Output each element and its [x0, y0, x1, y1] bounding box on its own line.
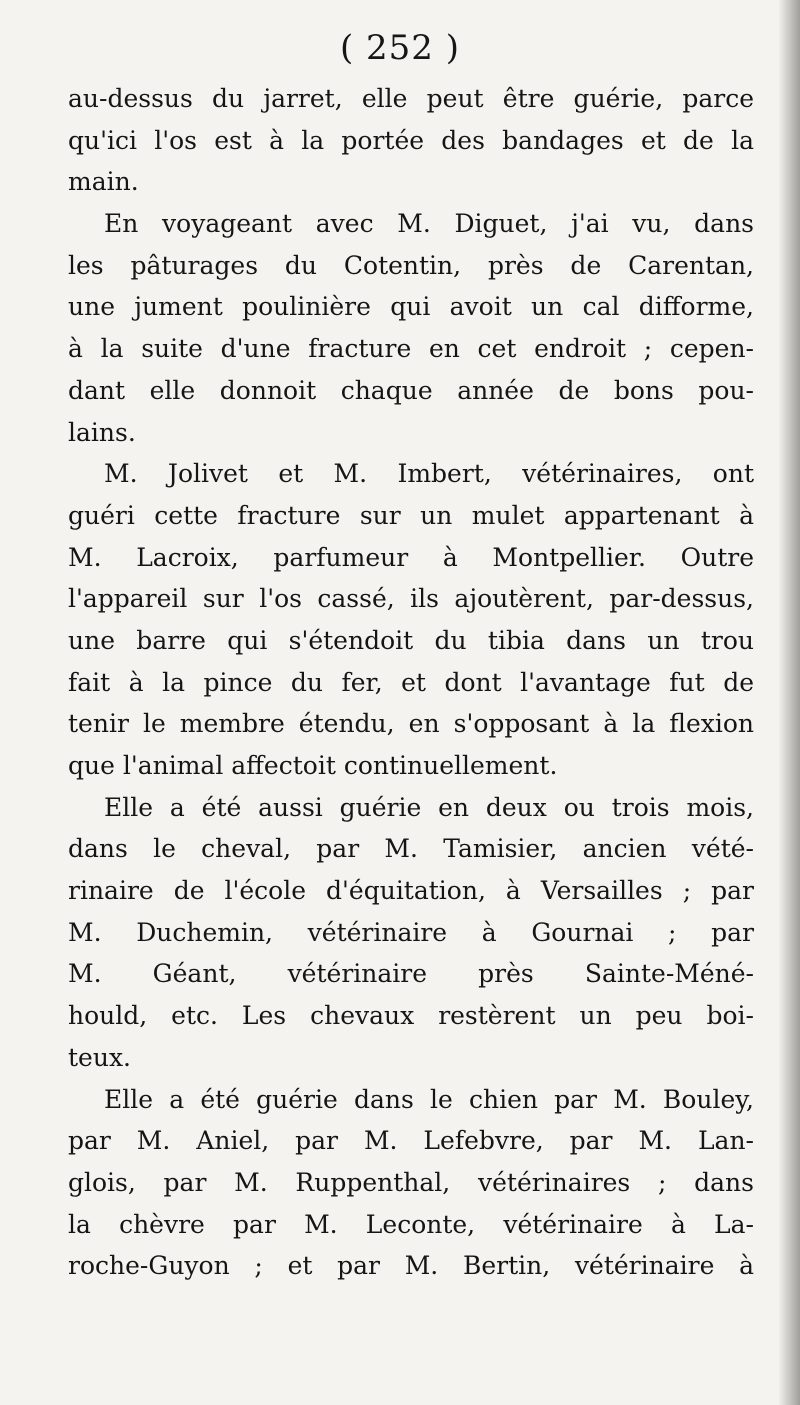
- text-line: l'appareil sur l'os cassé, ils ajoutèrent, par-dessus,: [68, 584, 754, 614]
- text-line: teux.: [68, 1042, 131, 1072]
- text-line: Elle a été aussi guérie en deux ou trois mois,: [104, 792, 754, 822]
- text-line: tenir le membre étendu, en s'opposant à la flexion: [68, 709, 754, 739]
- text-line: M. Géant, vétérinaire près Sainte-Méné-: [68, 959, 754, 989]
- text-line: les pâturages du Cotentin, près de Carentan,: [68, 250, 754, 280]
- text-line: fait à la pince du fer, et dont l'avantage fut de: [68, 667, 754, 697]
- text-line: par M. Aniel, par M. Lefebvre, par M. Lan-: [68, 1126, 754, 1156]
- text-line: dant elle donnoit chaque année de bons pou-: [68, 375, 754, 405]
- text-line: que l'animal affectoit continuellement.: [68, 751, 558, 780]
- text-line: au-dessus du jarret, elle peut être guérie, parce: [68, 84, 754, 113]
- text-line: main.: [68, 167, 139, 197]
- text-line: hould, etc. Les chevaux restèrent un peu boi-: [68, 1001, 754, 1031]
- text-line: dans le cheval, par M. Tamisier, ancien vété-: [68, 834, 754, 864]
- text-line: une barre qui s'étendoit du tibia dans un trou: [68, 625, 754, 655]
- text-line: rinaire de l'école d'équitation, à Versailles ; par: [68, 876, 754, 906]
- page-number: ( 252 ): [339, 28, 461, 68]
- text-line: glois, par M. Ruppenthal, vétérinaires ; dans: [68, 1167, 754, 1197]
- text-line: M. Jolivet et M. Imbert, vétérinaires, ont: [104, 459, 754, 489]
- text-line: roche-Guyon ; et par M. Bertin, vétérinaire à: [68, 1251, 754, 1281]
- text-line: lains.: [68, 417, 136, 447]
- body-text: [68, 78, 754, 1287]
- text-line: En voyageant avec M. Diguet, j'ai vu, dans: [104, 209, 754, 239]
- text-line: guéri cette fracture sur un mulet appartenant à: [68, 500, 754, 530]
- text-line: M. Lacroix, parfumeur à Montpellier. Outre: [68, 542, 754, 572]
- text-line: Elle a été guérie dans le chien par M. Bouley,: [104, 1084, 754, 1114]
- text-line: qu'ici l'os est à la portée des bandages et de la: [68, 125, 754, 155]
- text-line: M. Duchemin, vétérinaire à Gournai ; par: [68, 917, 754, 947]
- text-line: une jument poulinière qui avoit un cal difforme,: [68, 292, 754, 322]
- text-line: à la suite d'une fracture en cet endroit ; cepen-: [68, 334, 754, 364]
- text-line: la chèvre par M. Leconte, vétérinaire à La-: [68, 1209, 754, 1239]
